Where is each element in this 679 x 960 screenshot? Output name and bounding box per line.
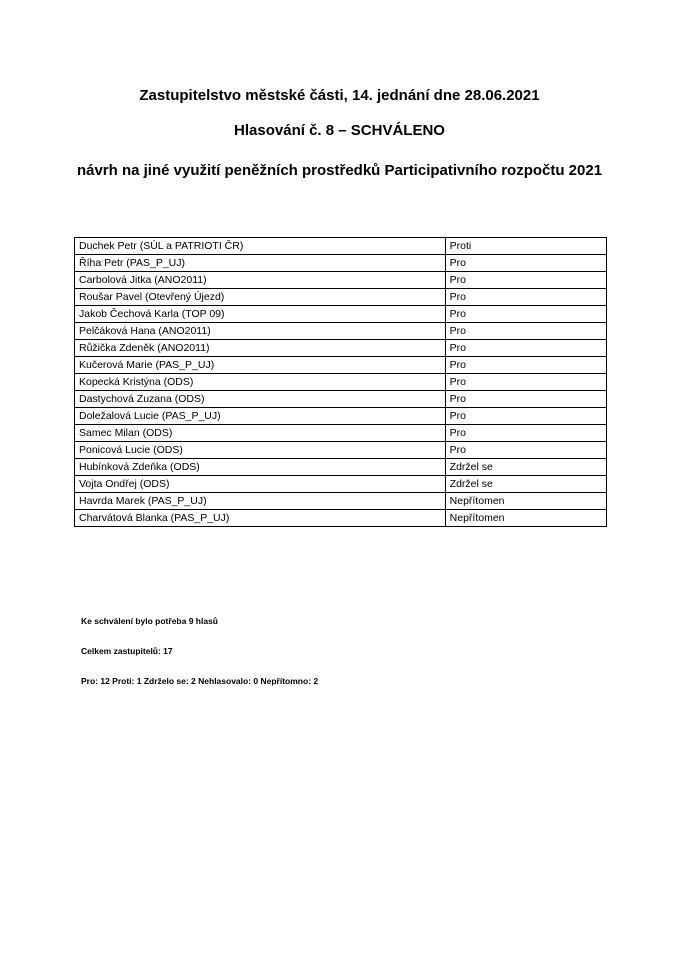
member-name-cell: Doležalová Lucie (PAS_P_UJ) (75, 408, 446, 425)
table-row (75, 425, 607, 442)
total-members-text: Celkem zastupitelů: 17 (81, 646, 173, 656)
vote-cell: Pro (445, 357, 606, 374)
vote-cell: Pro (445, 289, 606, 306)
vote-cell: Pro (445, 391, 606, 408)
vote-cell: Pro (445, 374, 606, 391)
votes-table-body (75, 238, 607, 527)
member-name-cell: Růžička Zdeněk (ANO2011) (75, 340, 446, 357)
member-name-cell: Kučerová Marie (PAS_P_UJ) (75, 357, 446, 374)
member-name-cell: Duchek Petr (SÚL a PATRIOTI ČR) (75, 238, 446, 255)
vote-cell: Nepřítomen (445, 510, 606, 527)
table-row (75, 357, 607, 374)
member-name-cell: Hubínková Zdeňka (ODS) (75, 459, 446, 476)
member-name-cell: Roušar Pavel (Otevřený Újezd) (75, 289, 446, 306)
table-row (75, 391, 607, 408)
table-row (75, 340, 607, 357)
member-name-cell: Samec Milan (ODS) (75, 425, 446, 442)
table-row (75, 408, 607, 425)
vote-cell: Nepřítomen (445, 493, 606, 510)
vote-cell: Pro (445, 442, 606, 459)
vote-cell: Pro (445, 408, 606, 425)
table-row (75, 255, 607, 272)
vote-cell: Proti (445, 238, 606, 255)
vote-status-heading: Hlasování č. 8 – SCHVÁLENO (234, 122, 445, 139)
table-row (75, 238, 607, 255)
vote-cell: Pro (445, 323, 606, 340)
table-row (75, 272, 607, 289)
table-row (75, 289, 607, 306)
member-name-cell: Pelčáková Hana (ANO2011) (75, 323, 446, 340)
vote-cell: Pro (445, 340, 606, 357)
vote-cell: Pro (445, 306, 606, 323)
vote-cell: Pro (445, 425, 606, 442)
table-row (75, 306, 607, 323)
vote-cell: Pro (445, 272, 606, 289)
table-row (75, 323, 607, 340)
vote-cell: Zdržel se (445, 476, 606, 493)
table-row (75, 493, 607, 510)
table-row (75, 442, 607, 459)
member-name-cell: Říha Petr (PAS_P_UJ) (75, 255, 446, 272)
vote-cell: Zdržel se (445, 459, 606, 476)
table-row (75, 374, 607, 391)
member-name-cell: Jakob Čechová Karla (TOP 09) (75, 306, 446, 323)
member-name-cell: Havrda Marek (PAS_P_UJ) (75, 493, 446, 510)
results-summary-text: Pro: 12 Proti: 1 Zdrželo se: 2 Nehlasovalo: 0 Nepřítomno: 2 (81, 676, 319, 686)
member-name-cell: Carbolová Jitka (ANO2011) (75, 272, 446, 289)
member-name-cell: Dastychová Zuzana (ODS) (75, 391, 446, 408)
member-name-cell: Vojta Ondřej (ODS) (75, 476, 446, 493)
table-row (75, 510, 607, 527)
votes-table (74, 237, 607, 527)
proposal-heading: návrh na jiné využití peněžních prostředků Participativního rozpočtu 2021 (76, 162, 603, 179)
table-row (75, 476, 607, 493)
member-name-cell: Charvátová Blanka (PAS_P_UJ) (75, 510, 446, 527)
document-title: Zastupitelstvo městské části, 14. jednání dne 28.06.2021 (139, 87, 540, 104)
table-row (75, 459, 607, 476)
member-name-cell: Ponicová Lucie (ODS) (75, 442, 446, 459)
member-name-cell: Kopecká Kristýna (ODS) (75, 374, 446, 391)
vote-cell: Pro (445, 255, 606, 272)
required-votes-text: Ke schválení bylo potřeba 9 hlasů (81, 616, 218, 626)
